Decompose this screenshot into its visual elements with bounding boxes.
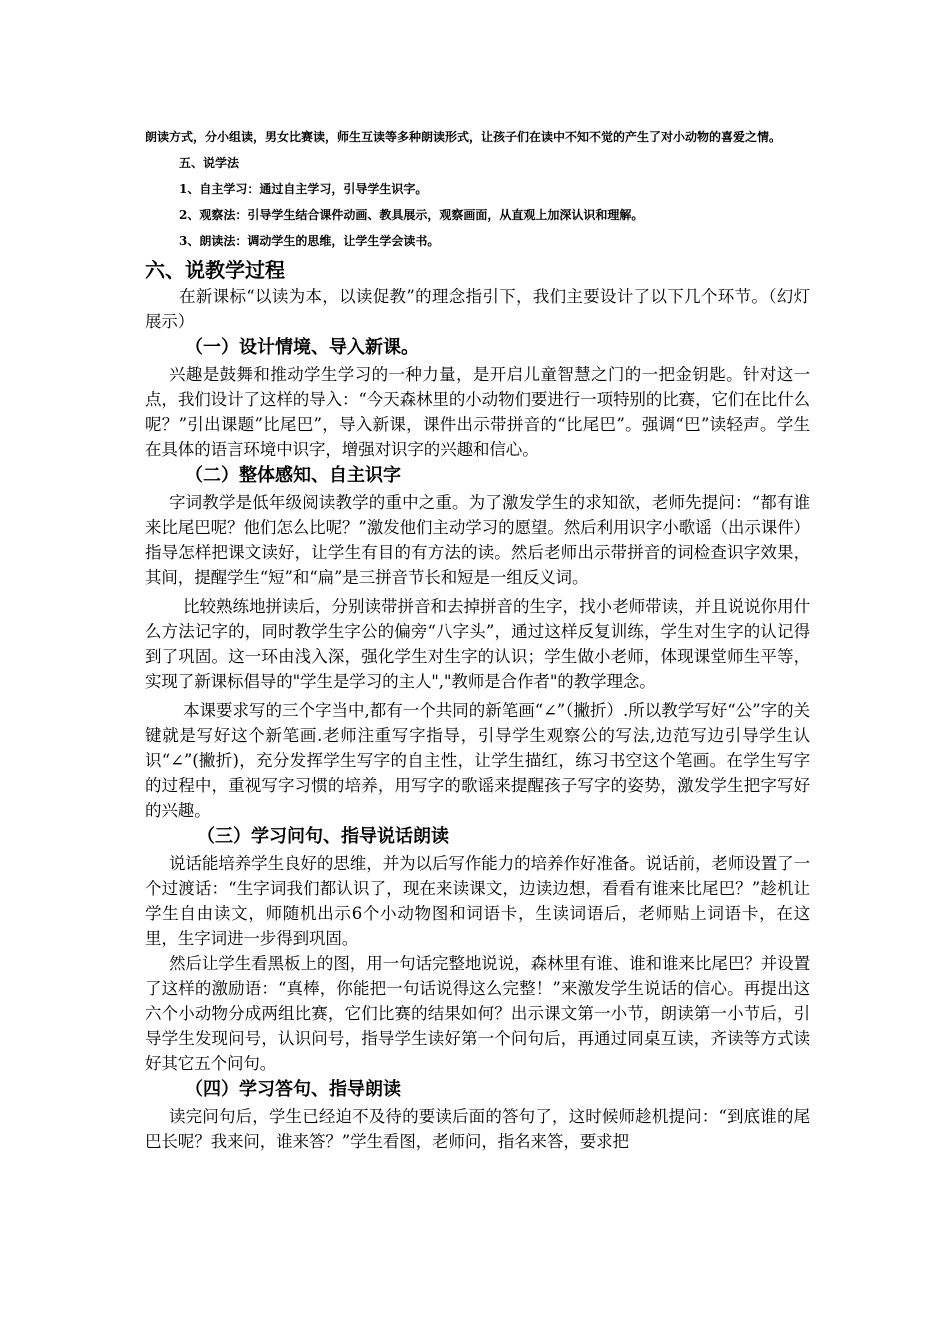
- part1-paragraph-1: 兴趣是鼓舞和推动学生学习的一种力量，是开启儿童智慧之门的一把金钥匙。针对这一点，我们设计了这样的导入：“今天森林里的小动物们要进行一项特别的比赛，它们在比什么呢？”引出课题”比尾巴”，导入新课，课件出示带拼音的“比尾巴”。强调“巴”读轻声。学生在具体的语言环境中识字，增强对识字的兴趣和信心。: [145, 365, 810, 459]
- part2-paragraph-1: 字词教学是低年级阅读教学的重中之重。为了激发学生的求知欲，老师先提问：“都有谁来比尾巴呢？他们怎么比呢？”激发他们主动学习的愿望。然后利用识字小歌谣（出示课件）指导怎样把课文读好，让学生有目的有方法的读。然后老师出示带拼音的词检查识字效果，其间，提醒学生“短”和“扁”是三拼音节长和短是一组反义词。: [145, 493, 810, 587]
- section5-heading: 五、说学法: [179, 156, 240, 170]
- study-method-item-1: 1、自主学习：通过自主学习，引导学生识字。: [179, 182, 428, 196]
- document-page: [145, 124, 810, 1154]
- part3-paragraph-1: 说话能培养学生良好的思维，并为以后写作能力的培养作好准备。说话前，老师设置了一个过渡话：“生字词我们都认识了，现在来读课文，边读边想，看看有谁来比尾巴？”趁机让学生自由读文，师随机出示6个小动物图和词语卡，生读词语后，老师贴上词语卡，在这里，生字词进一步得到巩固。: [145, 854, 810, 948]
- study-method-item-2: 2、观察法：引导学生结合课件动画、教具展示，观察画面，从直观上加深认识和理解。: [179, 208, 644, 222]
- part1-heading: （一）设计情境、导入新课。: [185, 337, 419, 358]
- part4-heading: （四）学习答句、指导朗读: [185, 1079, 401, 1100]
- section6-intro: 在新课标“以读为本，以读促教”的理念指引下，我们主要设计了以下几个环节。（幻灯展示）: [145, 287, 810, 331]
- part3-heading: （三）学习问句、指导说话朗读: [197, 826, 449, 847]
- study-method-item-3: 3、朗读法：调动学生的思维，让学生学会读书。: [179, 234, 440, 248]
- part2-heading: （二）整体感知、自主识字: [185, 465, 401, 486]
- part4-paragraph-1: 读完问句后，学生已经迫不及待的要读后面的答句了，这时候师趁机提问：“到底谁的尾巴长呢？我来问，谁来答？”学生看图，老师问，指名来答，要求把: [145, 1107, 810, 1151]
- intro-continuation-text: 朗读方式，分小组读，男女比赛读，师生互读等多种朗读形式，让孩子们在读中不知不觉的产生了对小动物的喜爱之情。: [145, 130, 782, 144]
- part2-paragraph-3: 本课要求写的三个字当中,都有一个共同的新笔画“∠”（撇折）.所以教学写好“公”字的关键就是写好这个新笔画.老师注重写字指导，引导学生观察公的写法,边范写边引导学生认识“∠”(撇折)，充分发挥学生写字的自主性，让学生描红，练习书空这个笔画。在学生写字的过程中，重视写字习惯的培养，用写字的歌谣来提醒孩子写字的姿势，激发学生把字写好的兴趣。: [145, 701, 810, 820]
- section6-heading: 六、说教学过程: [145, 258, 285, 282]
- part2-paragraph-2: 比较熟练地拼读后，分别读带拼音和去掉拼音的生字，找小老师带读，并且说说你用什么方法记字的，同时教学生字公的偏旁“八字头”，通过这样反复训练，学生对生字的认记得到了巩固。这一环由浅入深，强化学生对生字的认识；学生做小老师，体现课堂师生平等，实现了新课标倡导的"学生是学习的主人","教师是合作者"的教学理念。: [145, 597, 810, 691]
- part3-paragraph-2: 然后让学生看黑板上的图，用一句话完整地说说，森林里有谁、谁和谁来比尾巴？并设置了这样的激励语：“真棒，你能把一句话说得这么完整！”来激发学生说话的信心。再提出这六个小动物分成两组比赛，它们比赛的结果如何？出示课文第一小节，朗读第一小节后，引导学生发现问号，认识问号，指导学生读好第一个问句后，再通过同桌互读，齐读等方式读好其它五个问句。: [145, 954, 810, 1073]
